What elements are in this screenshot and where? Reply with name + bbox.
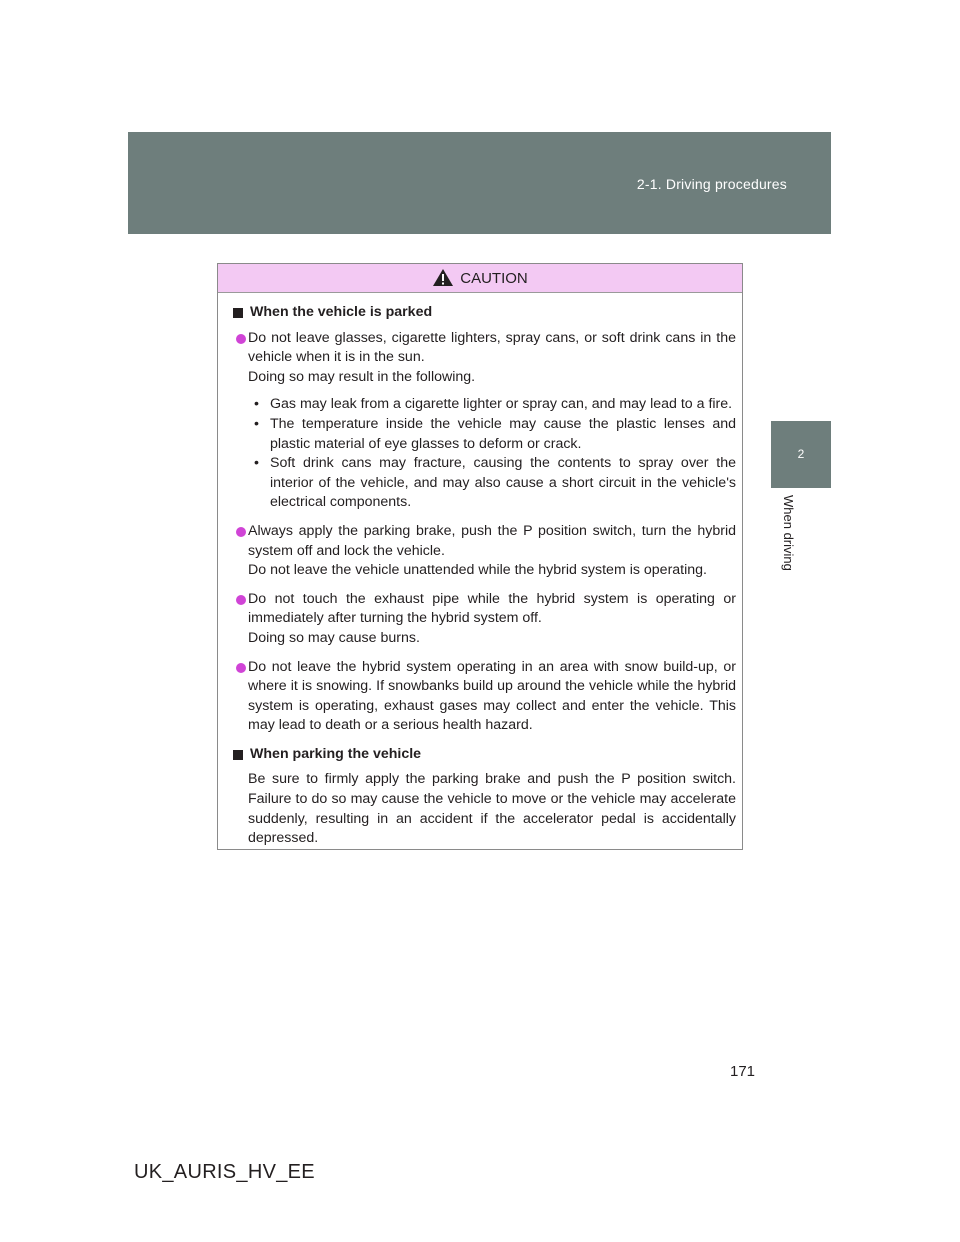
bullet-dot-icon: [236, 334, 246, 344]
sub-bullet: •: [254, 415, 259, 432]
item-text: Do not touch the exhaust pipe while the hybrid system is operating or immediately after turning the hybrid system off.: [248, 590, 736, 627]
parked-heading: [231, 303, 736, 323]
item-text: Do not leave the hybrid system operating in an area with snow build-up, or where it is snowing. If snowbanks build up around the vehicle while the hybrid system is operating, exhaust gases may collect and enter the vehicle. This may lead to death or a serious health hazard.: [248, 658, 736, 734]
page-number: 171: [730, 1063, 756, 1080]
parking-heading-text: When parking the vehicle: [250, 745, 422, 762]
bullet-dot-icon: [236, 527, 246, 537]
item-text: Do not leave the vehicle unattended while the hybrid system is operating.: [248, 562, 708, 579]
sub-bullet: •: [254, 396, 259, 413]
sub-item-text: The temperature inside the vehicle may cause the plastic lenses and plastic material of eye glasses to deform or crack.: [270, 415, 736, 452]
sub-item: [254, 395, 736, 415]
sub-list: [248, 395, 736, 513]
sub-item-text: Gas may leak from a cigarette lighter or spray can, and may lead to a fire.: [270, 396, 733, 413]
caution-item-glasses: [231, 329, 736, 513]
item-text: Doing so may result in the following.: [248, 368, 476, 385]
item-text: Do not leave glasses, cigarette lighters, spray cans, or soft drink cans in the vehicle when it is in the sun.: [248, 329, 736, 366]
caution-item-exhaust: [231, 590, 736, 649]
sub-item-text: Soft drink cans may fracture, causing the contents to spray over the interior of the vehicle, and may also cause a short circuit in the vehicle's electrical components.: [270, 455, 736, 511]
parking-heading: [231, 745, 736, 765]
caution-header: [218, 264, 742, 293]
caution-box: [217, 263, 743, 850]
item-text: Doing so may cause burns.: [248, 629, 420, 646]
square-bullet-icon: [233, 750, 243, 760]
item-text: Always apply the parking brake, push the P position switch, turn the hybrid system off and lock the vehicle.: [248, 522, 736, 559]
caution-title: CAUTION: [460, 269, 528, 287]
caution-body: [218, 293, 742, 849]
square-bullet-icon: [233, 308, 243, 318]
section-title: 2-1. Driving procedures: [636, 176, 787, 192]
parking-text: Be sure to firmly apply the parking brake and push the P position switch. Failure to do so may cause the vehicle to move or the vehicle may accelerate suddenly, resulting in an accident if the accelerator pedal is accidentally depressed.: [248, 771, 736, 847]
document-code: UK_AURIS_HV_EE: [134, 1161, 315, 1183]
chapter-tab: [771, 421, 831, 488]
bullet-dot-icon: [236, 663, 246, 673]
caution-item-parking-brake: [231, 522, 736, 581]
sub-item: [254, 454, 736, 513]
warning-triangle-icon: [432, 268, 454, 287]
chapter-number: 2: [797, 447, 805, 461]
parked-heading-text: When the vehicle is parked: [250, 304, 433, 320]
header-band: [128, 132, 831, 234]
sub-bullet: •: [254, 455, 259, 472]
sub-item: [254, 415, 736, 454]
caution-item-snow: [231, 658, 736, 736]
bullet-dot-icon: [236, 595, 246, 605]
chapter-label: When driving: [781, 495, 796, 571]
